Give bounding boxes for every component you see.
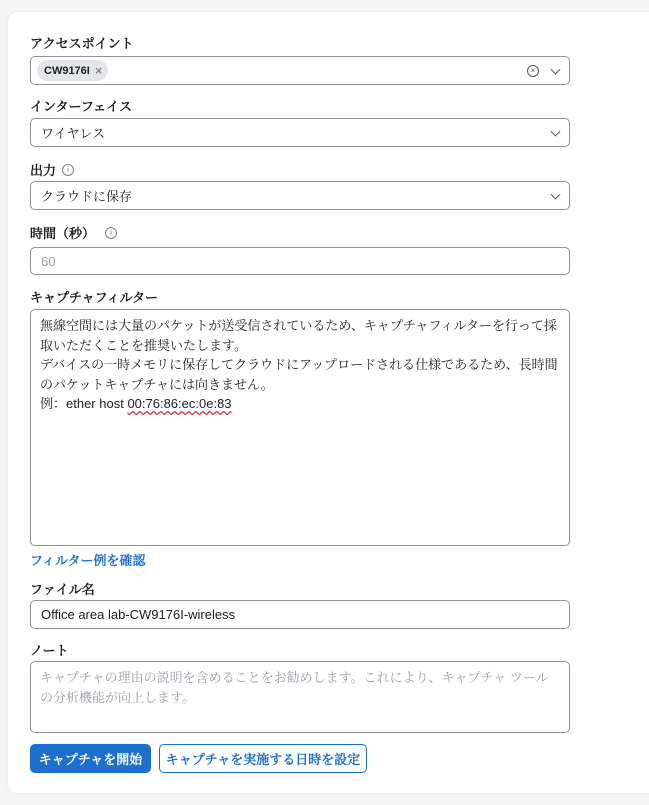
clear-icon[interactable]: × [527,65,539,77]
chip-label: CW9176I [44,64,90,77]
interface-select[interactable] [30,118,570,147]
interface-value: ワイヤレス [41,126,106,141]
note-label-text: ノート [30,643,69,658]
start-capture-button[interactable]: キャプチャを開始 [30,744,151,773]
filter-text: 無線空間には大量のパケットが送受信されているため、キャプチャフィルターを行って採取いただくことを推奨いたします。 デバイスの一時メモリに保存してクラウドにアップロードされる仕様であるため、長時間のパケットキャプチャには向きません。 例：ether host [40,318,558,411]
file-name-label-text: ファイル名 [30,582,95,597]
chevron-down-icon [551,126,561,136]
note-placeholder: キャプチャの理由の説明を含めることをお勧めします。これにより、キャプチャ ツールの分析機能が向上します。 [40,670,549,705]
capture-filter-label [30,287,158,306]
access-point-label-text: アクセスポイント [30,36,134,51]
duration-input[interactable] [30,247,570,275]
file-name-value: Office area lab-CW9176I-wireless [41,607,236,622]
schedule-capture-button[interactable]: キャプチャを実施する日時を設定 [159,744,367,773]
interface-label-text: インターフェイス [30,99,133,114]
output-select[interactable] [30,181,570,210]
output-label [30,160,74,179]
filter-examples-link[interactable]: フィルター例を確認 [30,553,146,568]
capture-filter-textarea[interactable] [30,309,570,546]
file-name-label [30,579,95,598]
duration-label [30,223,117,242]
access-point-select[interactable] [30,56,570,85]
info-icon[interactable]: i [62,164,74,176]
access-point-label [30,33,134,52]
chip-remove-icon[interactable]: × [94,63,103,78]
note-textarea[interactable] [30,661,570,733]
info-icon[interactable]: i [105,227,117,239]
chevron-down-icon[interactable] [551,64,561,74]
note-label [30,640,69,659]
duration-label-text: 時間（秒） [30,226,96,241]
access-point-chip [37,60,108,81]
interface-label [30,96,132,115]
chevron-down-icon [551,189,561,199]
filter-mac: 00:76:86:ec:0e:83 [127,396,232,411]
output-label-text: 出力 [30,163,57,178]
duration-placeholder: 60 [41,253,56,269]
capture-filter-label-text: キャプチャフィルター [30,290,159,305]
output-value: クラウドに保存 [41,189,133,204]
file-name-input[interactable] [30,600,570,629]
